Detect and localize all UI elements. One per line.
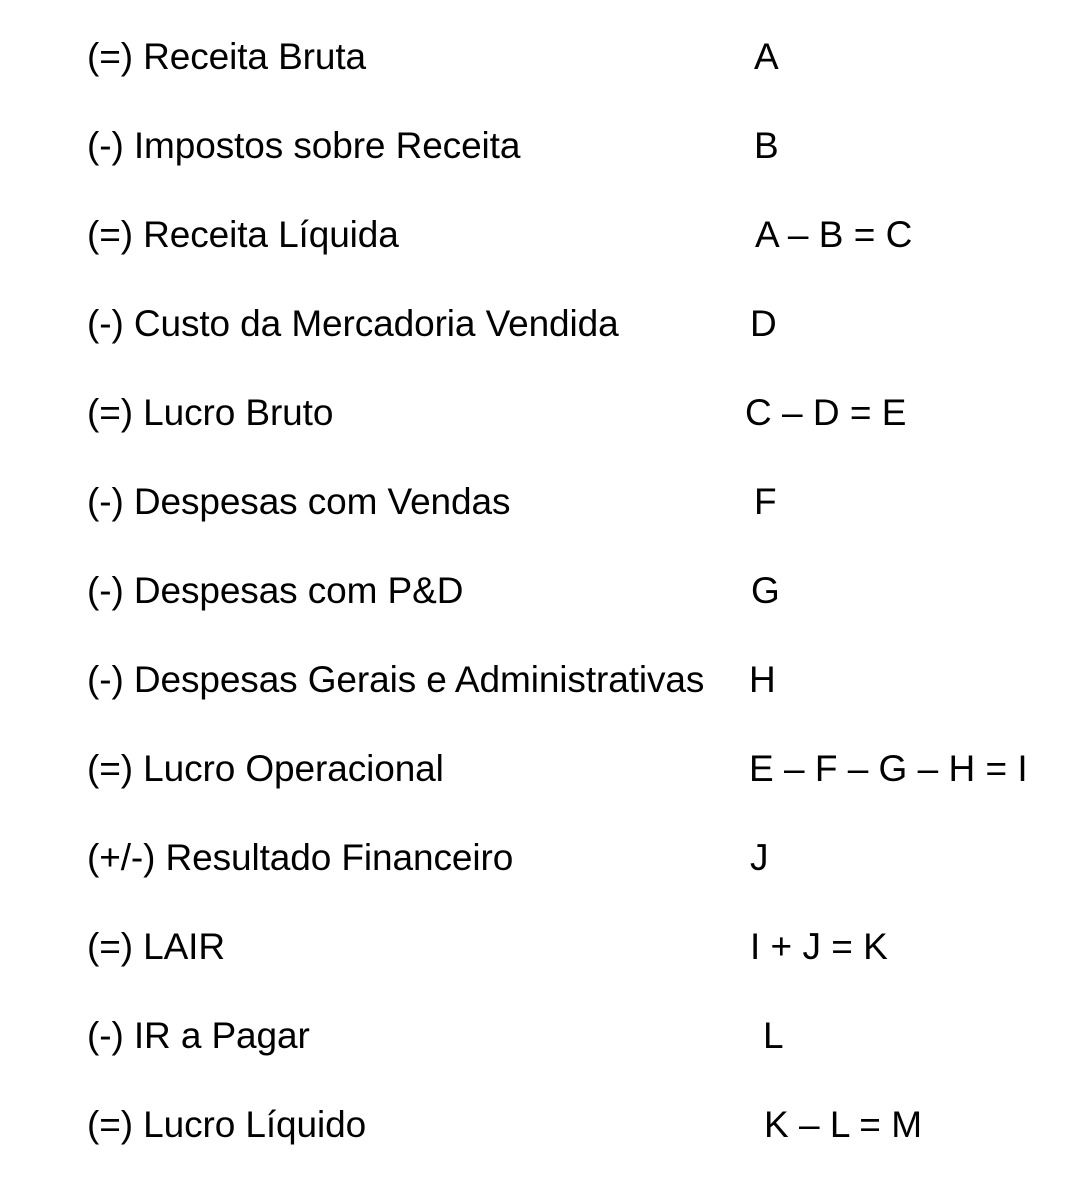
table-row bbox=[0, 1005, 1086, 1067]
row-label-ir-a-pagar: (-) IR a Pagar bbox=[87, 1015, 310, 1056]
row-label-despesas-gerais-administrativas: (-) Despesas Gerais e Administrativas bbox=[87, 659, 705, 700]
table-row bbox=[0, 738, 1086, 800]
row-value-receita-liquida: A – B = C bbox=[755, 214, 913, 255]
row-value-impostos-sobre-receita: B bbox=[754, 125, 779, 166]
row-value-despesas-com-pd: G bbox=[751, 570, 780, 611]
row-value-receita-bruta: A bbox=[754, 36, 779, 77]
row-value-lucro-bruto: C – D = E bbox=[745, 392, 907, 433]
row-label-receita-liquida: (=) Receita Líquida bbox=[87, 214, 399, 255]
row-value-despesas-com-vendas: F bbox=[754, 481, 777, 522]
table-row bbox=[0, 649, 1086, 711]
table-row bbox=[0, 293, 1086, 355]
table-row bbox=[0, 916, 1086, 978]
row-value-lucro-liquido: K – L = M bbox=[764, 1104, 923, 1145]
row-label-lair: (=) LAIR bbox=[87, 926, 225, 967]
row-label-lucro-bruto: (=) Lucro Bruto bbox=[87, 392, 334, 433]
table-row bbox=[0, 115, 1086, 177]
table-row bbox=[0, 204, 1086, 266]
row-label-despesas-com-pd: (-) Despesas com P&D bbox=[87, 570, 464, 611]
row-value-lucro-operacional: E – F – G – H = I bbox=[749, 748, 1028, 789]
row-value-ir-a-pagar: L bbox=[763, 1015, 784, 1056]
row-label-despesas-com-vendas: (-) Despesas com Vendas bbox=[87, 481, 511, 522]
row-label-resultado-financeiro: (+/-) Resultado Financeiro bbox=[87, 837, 514, 878]
table-row bbox=[0, 1094, 1086, 1156]
row-value-despesas-gerais-administrativas: H bbox=[749, 659, 776, 700]
row-label-lucro-operacional: (=) Lucro Operacional bbox=[87, 748, 444, 789]
table-row bbox=[0, 26, 1086, 88]
row-label-lucro-liquido: (=) Lucro Líquido bbox=[87, 1104, 367, 1145]
table-row bbox=[0, 560, 1086, 622]
row-label-receita-bruta: (=) Receita Bruta bbox=[87, 36, 366, 77]
row-label-impostos-sobre-receita: (-) Impostos sobre Receita bbox=[87, 125, 521, 166]
table-row bbox=[0, 827, 1086, 889]
row-value-resultado-financeiro: J bbox=[750, 837, 769, 878]
row-label-custo-mercadoria-vendida: (-) Custo da Mercadoria Vendida bbox=[87, 303, 619, 344]
table-row bbox=[0, 382, 1086, 444]
table-row bbox=[0, 471, 1086, 533]
row-value-lair: I + J = K bbox=[750, 926, 888, 967]
row-value-custo-mercadoria-vendida: D bbox=[750, 303, 777, 344]
